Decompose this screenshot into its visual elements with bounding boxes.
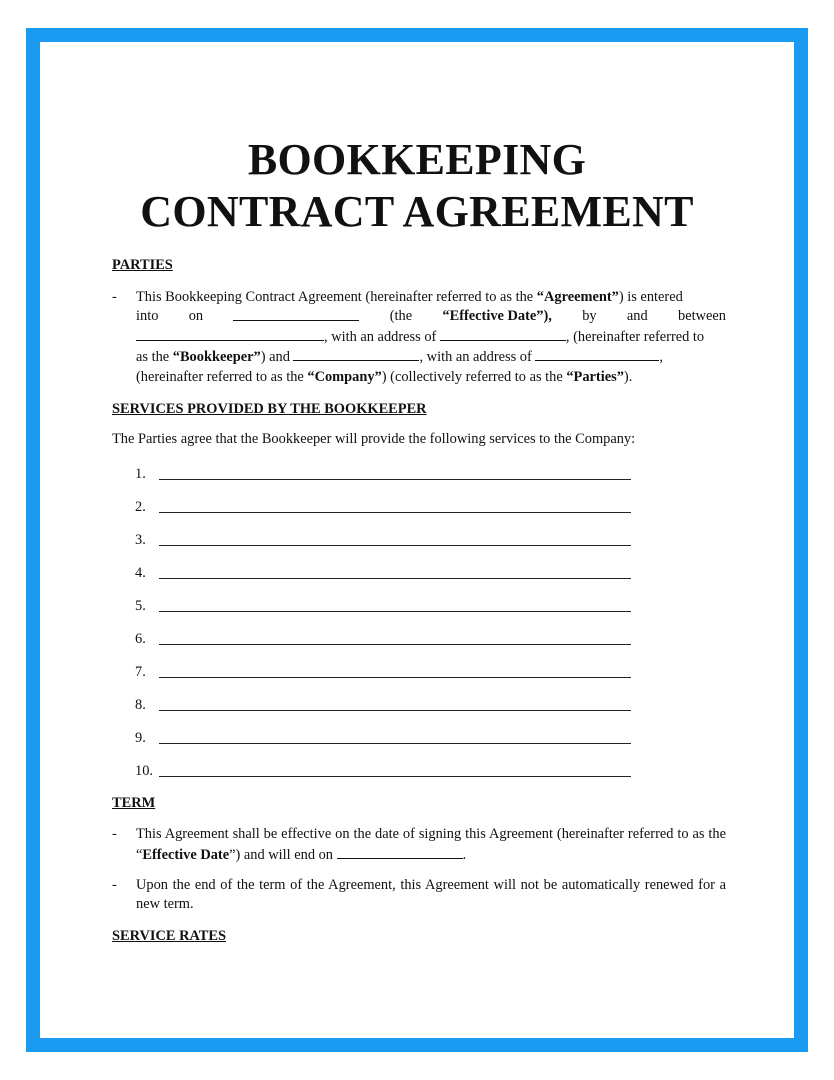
service-item — [135, 650, 726, 683]
text: ) and — [260, 349, 294, 366]
parties-line-5 — [136, 368, 726, 388]
text: ”) and will end on — [229, 846, 337, 863]
text: , — [659, 349, 663, 366]
service-item-number: 3. — [135, 532, 146, 549]
text: into — [136, 308, 159, 325]
end-date-blank[interactable] — [337, 845, 463, 859]
text: This Bookkeeping Contract Agreement (hereinafter referred to as the — [136, 288, 537, 305]
term-heading: TERM — [112, 794, 156, 811]
parties-line-2 — [136, 307, 726, 327]
term-text-1 — [136, 825, 726, 865]
company-address-blank[interactable] — [535, 347, 659, 361]
service-item — [135, 749, 726, 782]
service-item-blank[interactable] — [159, 610, 631, 612]
service-item-number: 5. — [135, 598, 146, 615]
service-item-blank[interactable] — [159, 775, 631, 777]
service-item-blank[interactable] — [159, 742, 631, 744]
title-line-1: BOOKKEEPING — [247, 135, 587, 184]
text: on — [188, 308, 204, 325]
bookkeeper-name-blank[interactable] — [136, 327, 324, 341]
parties-line-4 — [136, 347, 726, 368]
service-item-number: 6. — [135, 631, 146, 648]
parties-text — [136, 288, 726, 388]
service-rates-heading: SERVICE RATES — [112, 927, 226, 944]
service-item-number: 9. — [135, 730, 146, 747]
term-bullet-2 — [112, 876, 726, 915]
service-item-number: 8. — [135, 697, 146, 714]
parties-line-3 — [136, 327, 726, 348]
service-item-blank[interactable] — [159, 643, 631, 645]
service-item-number: 2. — [135, 499, 146, 516]
term-bullet-1 — [112, 825, 726, 865]
service-item-blank[interactable] — [159, 478, 631, 480]
service-item-number: 7. — [135, 664, 146, 681]
parties-term: “Parties” — [566, 368, 624, 385]
service-item-blank[interactable] — [159, 709, 631, 711]
document-body — [112, 256, 726, 946]
service-item — [135, 683, 726, 716]
parties-paragraph — [112, 288, 726, 388]
service-item-blank[interactable] — [159, 577, 631, 579]
agreement-term: “Agreement” — [536, 288, 619, 305]
text: , (hereinafter referred to — [565, 328, 705, 345]
title-line-2: CONTRACT AGREEMENT — [140, 187, 694, 236]
text: This Agreement shall be effective on the date of signing this Agreement (hereinafter referred to as the “ — [136, 826, 726, 863]
company-term: “Company” — [307, 368, 382, 385]
effective-date-term: Effective Date — [142, 846, 230, 863]
document-page — [26, 28, 808, 1052]
service-item-number: 1. — [135, 466, 146, 483]
text: ) is entered — [618, 288, 683, 305]
text: , with an address of — [419, 349, 536, 366]
text: (hereinafter referred to as the — [136, 368, 308, 385]
bullet-dash: - — [112, 826, 117, 843]
service-item-blank[interactable] — [159, 544, 631, 546]
text: by — [582, 308, 597, 325]
text: . — [462, 846, 467, 863]
bullet-dash: - — [112, 288, 117, 305]
company-name-blank[interactable] — [293, 347, 419, 361]
text: ). — [623, 368, 633, 385]
bullet-dash: - — [112, 876, 117, 893]
service-item-blank[interactable] — [159, 676, 631, 678]
text: ) (collectively referred to as the — [381, 368, 567, 385]
service-item — [135, 617, 726, 650]
text: between — [678, 308, 726, 325]
service-item-number: 4. — [135, 565, 146, 582]
service-item — [135, 485, 726, 518]
services-intro: The Parties agree that the Bookkeeper will provide the following services to the Company: — [112, 431, 636, 448]
service-item — [135, 518, 726, 551]
service-item — [135, 551, 726, 584]
text: , with an address of — [324, 328, 440, 345]
parties-line-1 — [136, 288, 726, 308]
service-item-blank[interactable] — [159, 511, 631, 513]
document-title — [40, 134, 794, 238]
text: as the — [136, 349, 173, 366]
term-text-2: Upon the end of the term of the Agreement, this Agreement will not be automatically renewed for a new term. — [136, 876, 726, 913]
text: (the — [389, 308, 413, 325]
bookkeeper-term: “Bookkeeper” — [172, 349, 261, 366]
services-list — [112, 461, 726, 782]
service-item — [135, 584, 726, 617]
date-blank[interactable] — [233, 307, 359, 321]
services-heading: SERVICES PROVIDED BY THE BOOKKEEPER — [112, 400, 427, 417]
parties-heading: PARTIES — [112, 257, 173, 273]
service-item — [135, 716, 726, 749]
service-item-number: 10. — [135, 763, 153, 780]
bookkeeper-address-blank[interactable] — [440, 327, 566, 341]
effective-date-term: “Effective Date”), — [442, 308, 552, 325]
text: and — [626, 308, 648, 325]
service-item — [135, 461, 726, 485]
